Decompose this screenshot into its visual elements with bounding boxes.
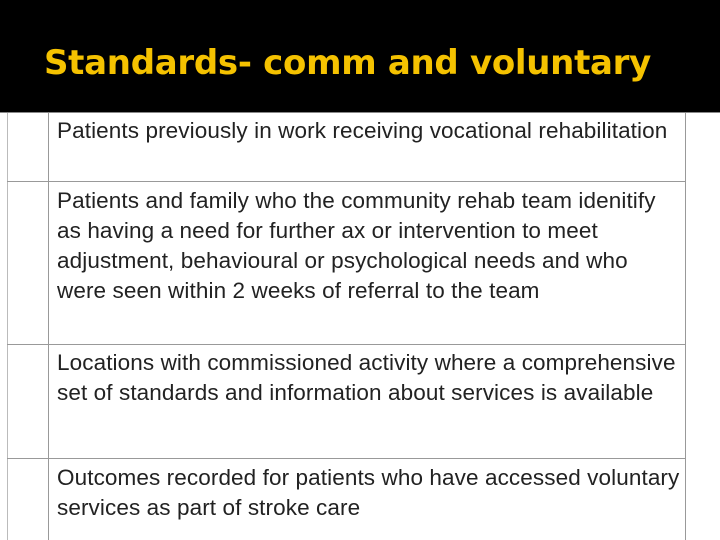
standards-table xyxy=(0,112,720,540)
table-right-border xyxy=(685,113,686,540)
row-divider xyxy=(7,458,686,459)
table-row-2: Patients and family who the community rehab team idenitify as having a need for further ax or intervention to meet adjustment, behavioural or psychological needs and who were seen within 2 weeks of referral to the team xyxy=(57,188,656,303)
slide-title: Standards- comm and voluntary xyxy=(44,43,652,83)
table-row-3: Locations with commissioned activity where a comprehensive set of standards and information about services is available xyxy=(57,350,676,405)
table-row-4: Outcomes recorded for patients who have accessed voluntary services as part of stroke care xyxy=(57,465,680,520)
title-bar xyxy=(0,0,720,112)
table-left-border xyxy=(48,113,49,540)
table-edge-border xyxy=(7,113,8,540)
table-row-1: Patients previously in work receiving vocational rehabilitation xyxy=(57,118,668,143)
row-divider xyxy=(7,344,686,345)
row-divider xyxy=(7,181,686,182)
